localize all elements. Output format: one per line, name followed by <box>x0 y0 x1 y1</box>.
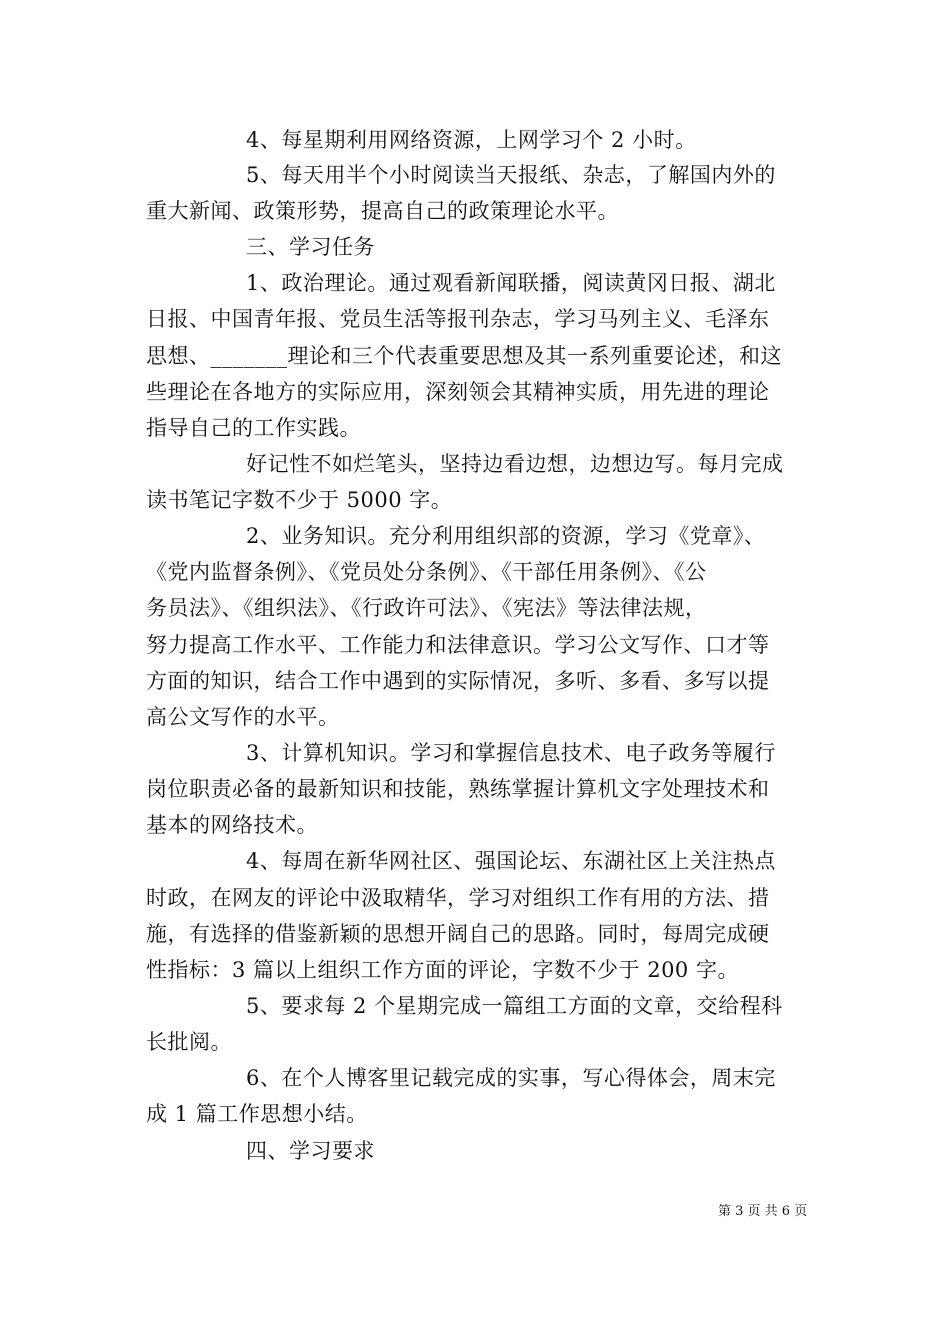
text-line: 1、政治理论。通过观看新闻联播，阅读黄冈日报、湖北 <box>246 271 776 295</box>
section-heading: 三、学习任务 <box>246 235 375 259</box>
text-line: 施，有选择的借鉴新颖的思想开阔自己的思路。同时，每周完成硬 <box>146 922 770 946</box>
text-line: 努力提高工作水平、工作能力和法律意识。学习公文写作、口才等 <box>146 633 770 657</box>
text-line: 读书笔记字数不少于 5000 字。 <box>146 488 453 512</box>
text-line: 性指标：3 篇以上组织工作方面的评论，字数不少于 200 字。 <box>146 958 739 982</box>
text-line: 指导自己的工作实践。 <box>146 416 361 440</box>
text-line: 6、在个人博客里记载完成的实事，写心得体会，周末完 <box>246 1066 776 1090</box>
text-line: 务员法》、《组织法》、《行政许可法》、《宪法》等法律法规， <box>146 596 707 620</box>
text-line: 岗位职责必备的最新知识和技能，熟练掌握计算机文字处理技术和 <box>146 777 770 801</box>
text-line: 高公文写作的水平。 <box>146 705 340 729</box>
text-line: 4、每星期利用网络资源，上网学习个 2 小时。 <box>246 128 697 152</box>
page-number: 第 3 页 共 6 页 <box>718 1204 808 1219</box>
text-line: 成 1 篇工作思想小结。 <box>146 1102 368 1126</box>
text-line: 好记性不如烂笔头，坚持边看边想，边想边写。每月完成 <box>246 452 784 476</box>
text-line: 4、每周在新华网社区、强国论坛、东湖社区上关注热点 <box>246 849 776 873</box>
text-line: 方面的知识，结合工作中遇到的实际情况，多听、多看、多写以提 <box>146 669 770 693</box>
text-line: 些理论在各地方的实际应用，深刻领会其精神实质，用先进的理论 <box>146 380 770 404</box>
text-line: 基本的网络技术。 <box>146 813 318 837</box>
text-line: 思想、_______理论和三个代表重要思想及其一系列重要论述，和这 <box>146 344 782 368</box>
text-line: 5、要求每 2 个星期完成一篇组工方面的文章，交给程科 <box>246 994 783 1018</box>
text-line: 日报、中国青年报、党员生活等报刊杂志，学习马列主义、毛泽东 <box>146 307 770 331</box>
text-line: 《党内监督条例》、《党员处分条例》、《干部任用条例》、《公 <box>146 560 707 584</box>
text-line: 2、业务知识。充分利用组织部的资源，学习《党章》、 <box>246 524 766 548</box>
text-line: 时政，在网友的评论中汲取精华，学习对组织工作有用的方法、措 <box>146 886 770 910</box>
text-line: 5、每天用半个小时阅读当天报纸、杂志，了解国内外的 <box>246 163 776 187</box>
text-line: 长批阅。 <box>146 1030 232 1054</box>
text-line: 3、计算机知识。学习和掌握信息技术、电子政务等履行 <box>246 741 776 765</box>
text-line: 重大新闻、政策形势，提高自己的政策理论水平。 <box>146 199 619 223</box>
section-heading: 四、学习要求 <box>246 1139 375 1163</box>
